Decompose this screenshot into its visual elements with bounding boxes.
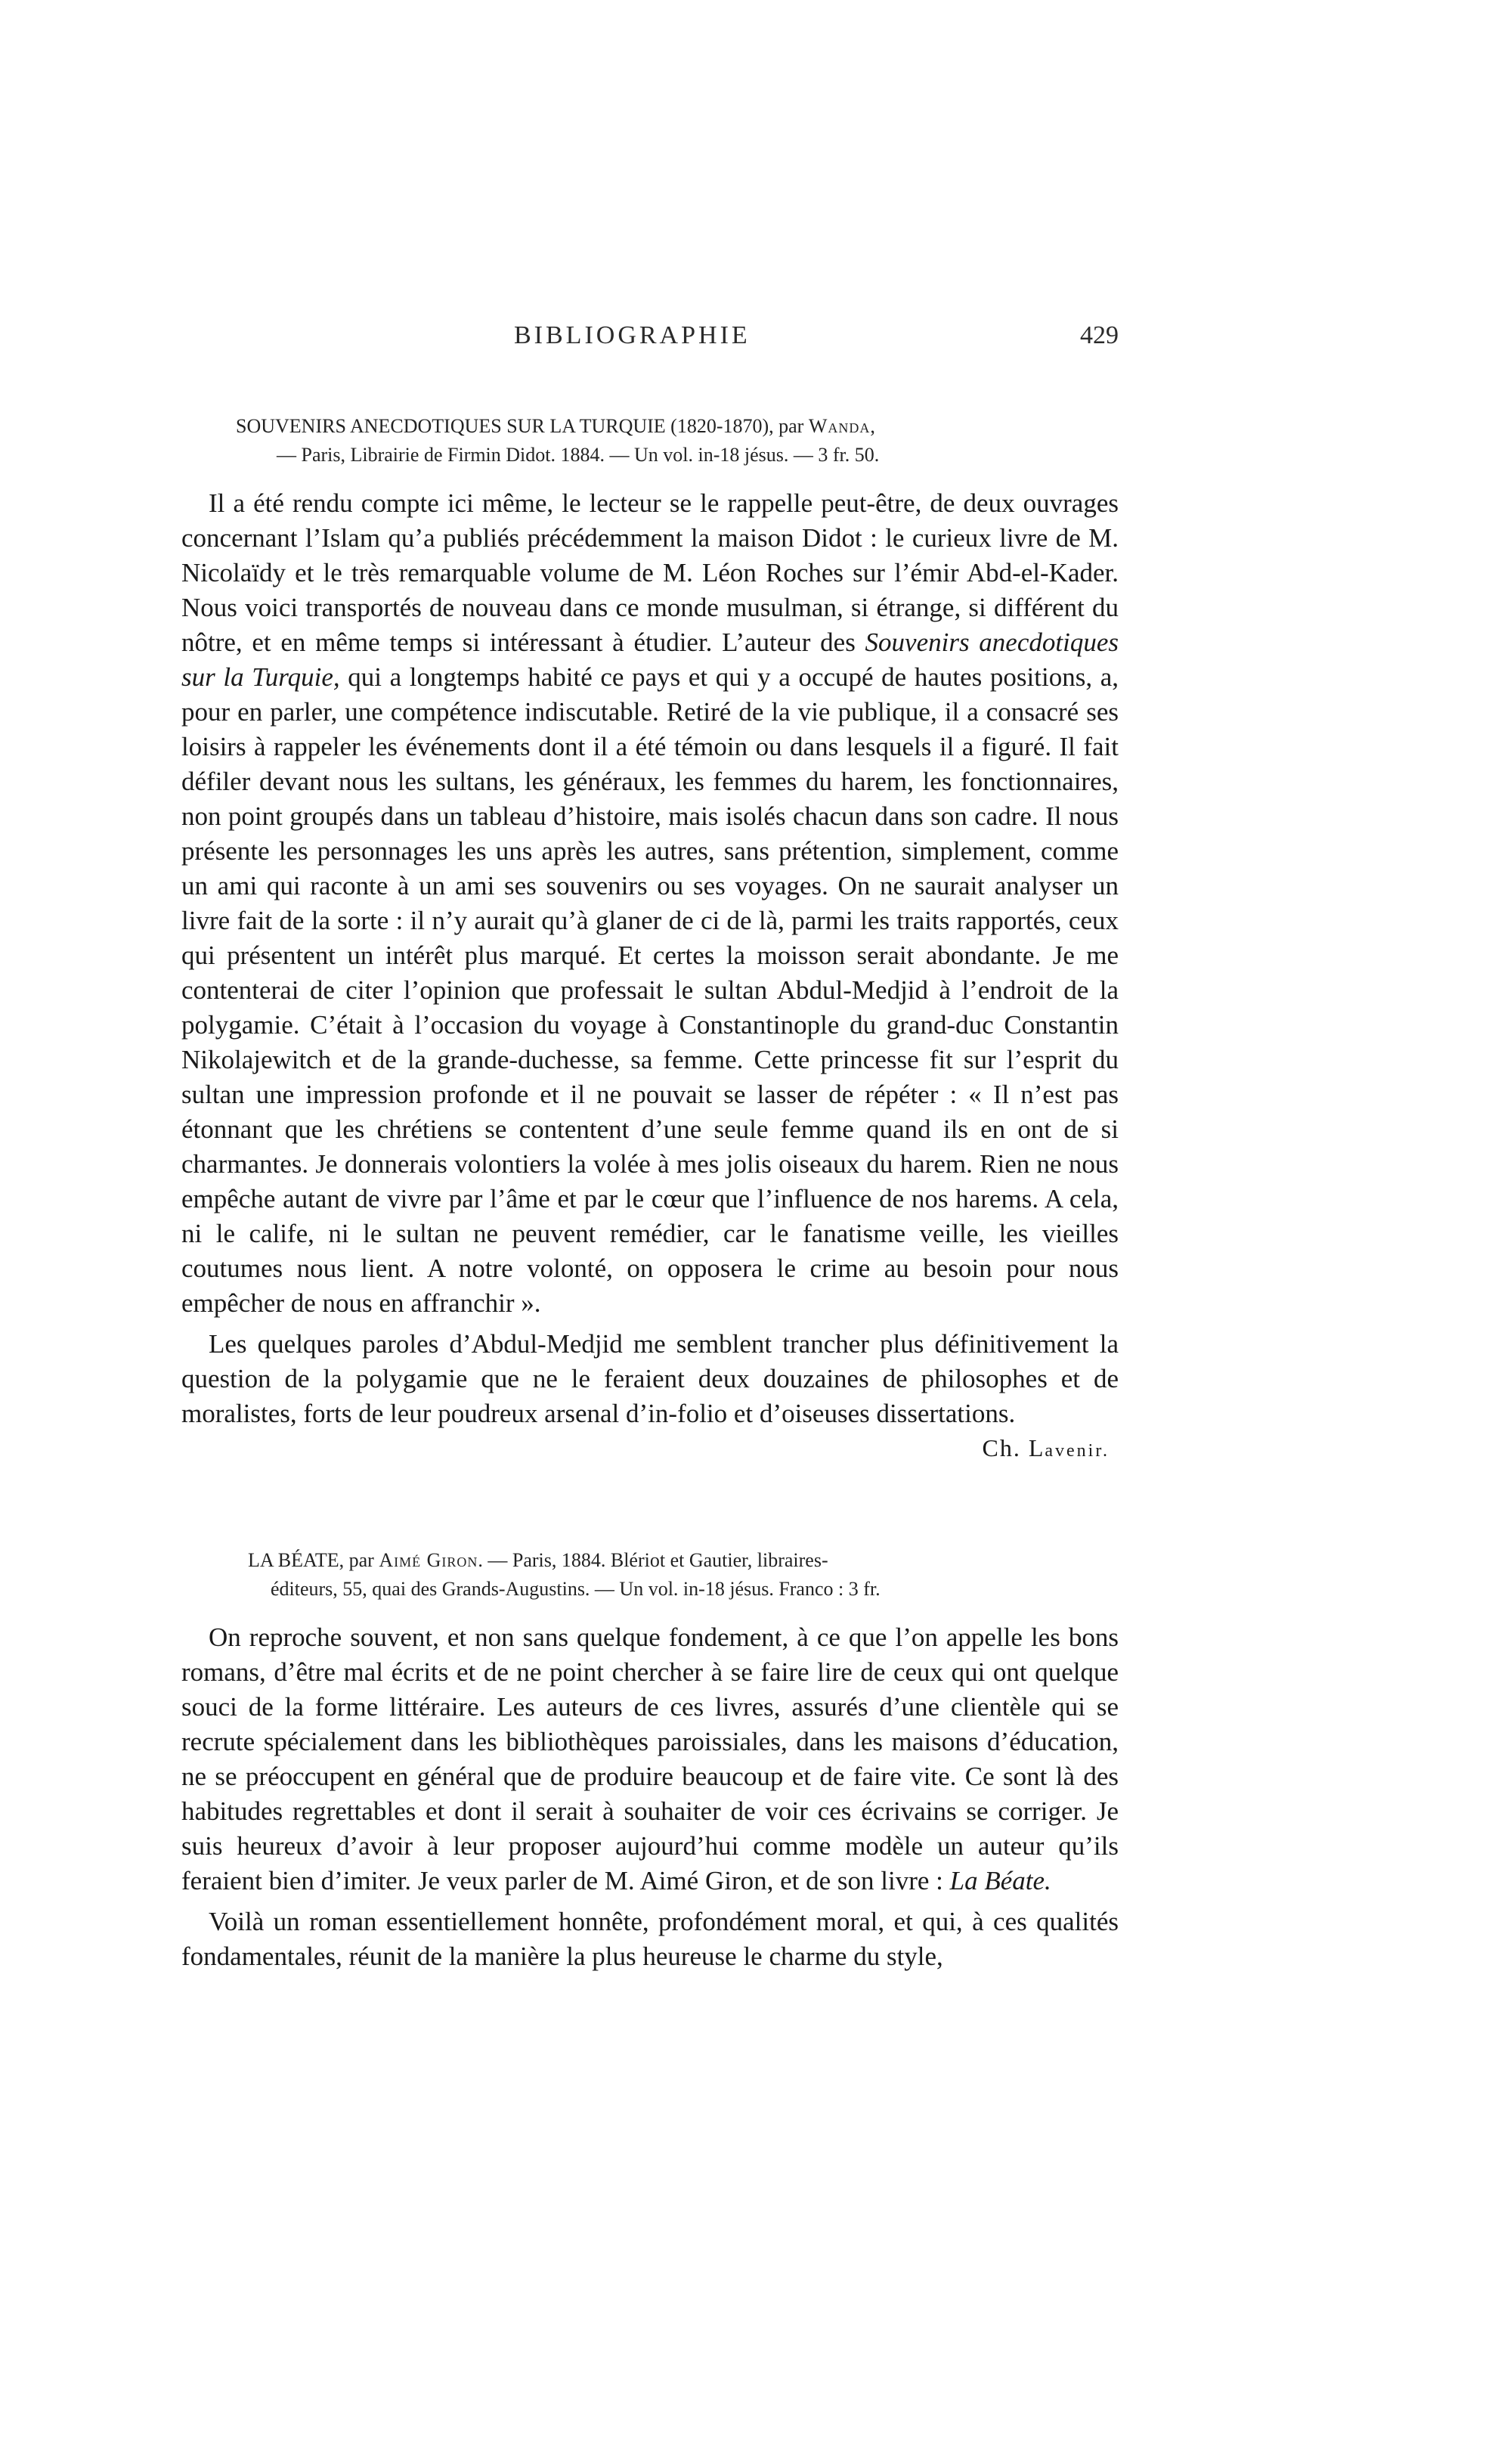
body-paragraph bbox=[181, 1620, 1119, 1898]
entry-heading-line1 bbox=[181, 412, 1119, 441]
running-title: BIBLIOGRAPHIE bbox=[514, 321, 751, 349]
signature-initial: Ch. L bbox=[982, 1434, 1045, 1461]
entry-publication-info: — Paris, Librairie de Firmin Didot. 1884. — Un vol. in-18 jésus. — 3 fr. 50. bbox=[277, 444, 880, 466]
paragraph-text: Il a été rendu compte ici même, le lecteur se le rappelle peut-être, de deux ouvrages concernant l’Islam qu’a publiés précédemment la maison Didot : le curieux livre de M. Nicolaïdy et le très remarquable volume de M. Léon Roches sur l’émir Abd-el-Kader. Nous voici transportés de nouveau dans ce monde musulman, si étrange, si différent du nôtre, et en même temps si intéressant à étudier. L’auteur des bbox=[181, 488, 1119, 657]
entry-title: SOUVENIRS ANECDOTIQUES SUR LA TURQUIE (1820-1870), par bbox=[236, 415, 809, 437]
signature-rest: avenir. bbox=[1045, 1441, 1110, 1461]
entry-heading bbox=[181, 1546, 1119, 1604]
paragraph-text: qui a longtemps habité ce pays et qui y a occupé de hautes positions, a, pour en parler, une compétence indiscutable. Retiré de la vie publique, il a consacré ses loisirs à rappeler les événements dont il a été témoin ou dans lesquels il a figuré. Il fait défiler devant nous les sultans, les généraux, les femmes du harem, les fonctionnaires, non point groupés dans un tableau d’histoire, mais isolés chacun dans son cadre. Il nous présente les personnages les uns après les autres, sans prétention, simplement, comme un ami qui raconte à un ami ses souvenirs ou ses voyages. On ne saurait analyser un livre fait de la sorte : il n’y aurait qu’à glaner de ci de là, parmi les traits rapportés, ceux qui présentent un intérêt plus marqué. Et certes la moisson serait abondante. Je me contenterai de citer l’opinion que professait le sultan Abdul-Medjid à l’endroit de la polygamie. C’était à l’occasion du voyage à Constantinople du grand-duc Constantin Nikolajewitch et de la grande-duchesse, sa femme. Cette princesse fit sur l’esprit du sultan une impression profonde et il ne pouvait se lasser de répéter : « Il n’est pas étonnant que les chrétiens se contentent d’une seule femme quand ils en ont de si charmantes. Je donnerais volontiers la volée à mes jolis oiseaux du harem. Rien ne nous empêche autant de vivre par l’âme et par le cœur que l’influence de nos harems. A cela, ni le calife, ni le sultan ne peuvent remédier, car le fanatisme veille, les vieilles coutumes nous lient. A notre volonté, on opposera le crime au besoin pour nous empêcher de nous en affranchir ». bbox=[181, 662, 1119, 1318]
entry-body bbox=[181, 1620, 1119, 1974]
entry-heading-line1 bbox=[181, 1546, 1119, 1575]
italic-title: Souvenirs anecdotiques sur la Turquie, bbox=[181, 628, 1119, 692]
review-entry-la-beate bbox=[181, 1546, 1119, 1974]
entry-title: LA BÉATE, par bbox=[248, 1549, 379, 1571]
body-paragraph: Les quelques paroles d’Abdul-Medjid me semblent trancher plus définitivement la question de la polygamie que ne le feraient deux douzaines de philosophes et de moralistes, forts de leur poudreux arsenal d’in-folio et d’oiseuses dissertations. bbox=[181, 1329, 1119, 1428]
entry-body bbox=[181, 486, 1119, 1431]
running-head bbox=[181, 321, 1119, 359]
review-entry-souvenirs bbox=[181, 412, 1119, 1462]
signature bbox=[181, 1434, 1119, 1462]
body-paragraph: Voilà un roman essentiellement honnête, profondément moral, et qui, à ces qualités fondamentales, réunit de la manière la plus heureuse le charme du style, bbox=[181, 1907, 1119, 1971]
entry-heading bbox=[181, 412, 1119, 470]
body-paragraph bbox=[181, 486, 1119, 1321]
page-number: 429 bbox=[1080, 321, 1119, 349]
italic-title: La Béate. bbox=[949, 1866, 1051, 1895]
entry-author: Aimé Giron bbox=[379, 1549, 478, 1571]
paragraph-text: On reproche souvent, et non sans quelque fondement, à ce que l’on appelle les bons romans, d’être mal écrits et de ne point chercher à se faire lire de ceux qui ont quelque souci de la forme littéraire. Les auteurs de ces livres, assurés d’une clientèle qui se recrute spécialement dans les bibliothèques paroissiales, dans les maisons d’éducation, ne se préoccupent en général que de produire beaucoup et de faire vite. Ce sont là des habitudes regrettables et dont il serait à souhaiter de voir ces écrivains se corriger. Je suis heureux d’avoir à leur proposer aujourd’hui comme modèle un auteur qu’ils feraient bien d’imiter. Je veux parler de M. Aimé Giron, et de son livre : bbox=[181, 1623, 1119, 1895]
entry-publication-info: éditeurs, 55, quai des Grands-Augustins. — Un vol. in-18 jésus. Franco : 3 fr. bbox=[271, 1578, 881, 1600]
entry-heading-end: . — Paris, 1884. Blériot et Gautier, libraires- bbox=[478, 1549, 828, 1571]
entry-author: Wanda bbox=[808, 415, 871, 437]
entry-heading-end: , bbox=[870, 415, 875, 437]
